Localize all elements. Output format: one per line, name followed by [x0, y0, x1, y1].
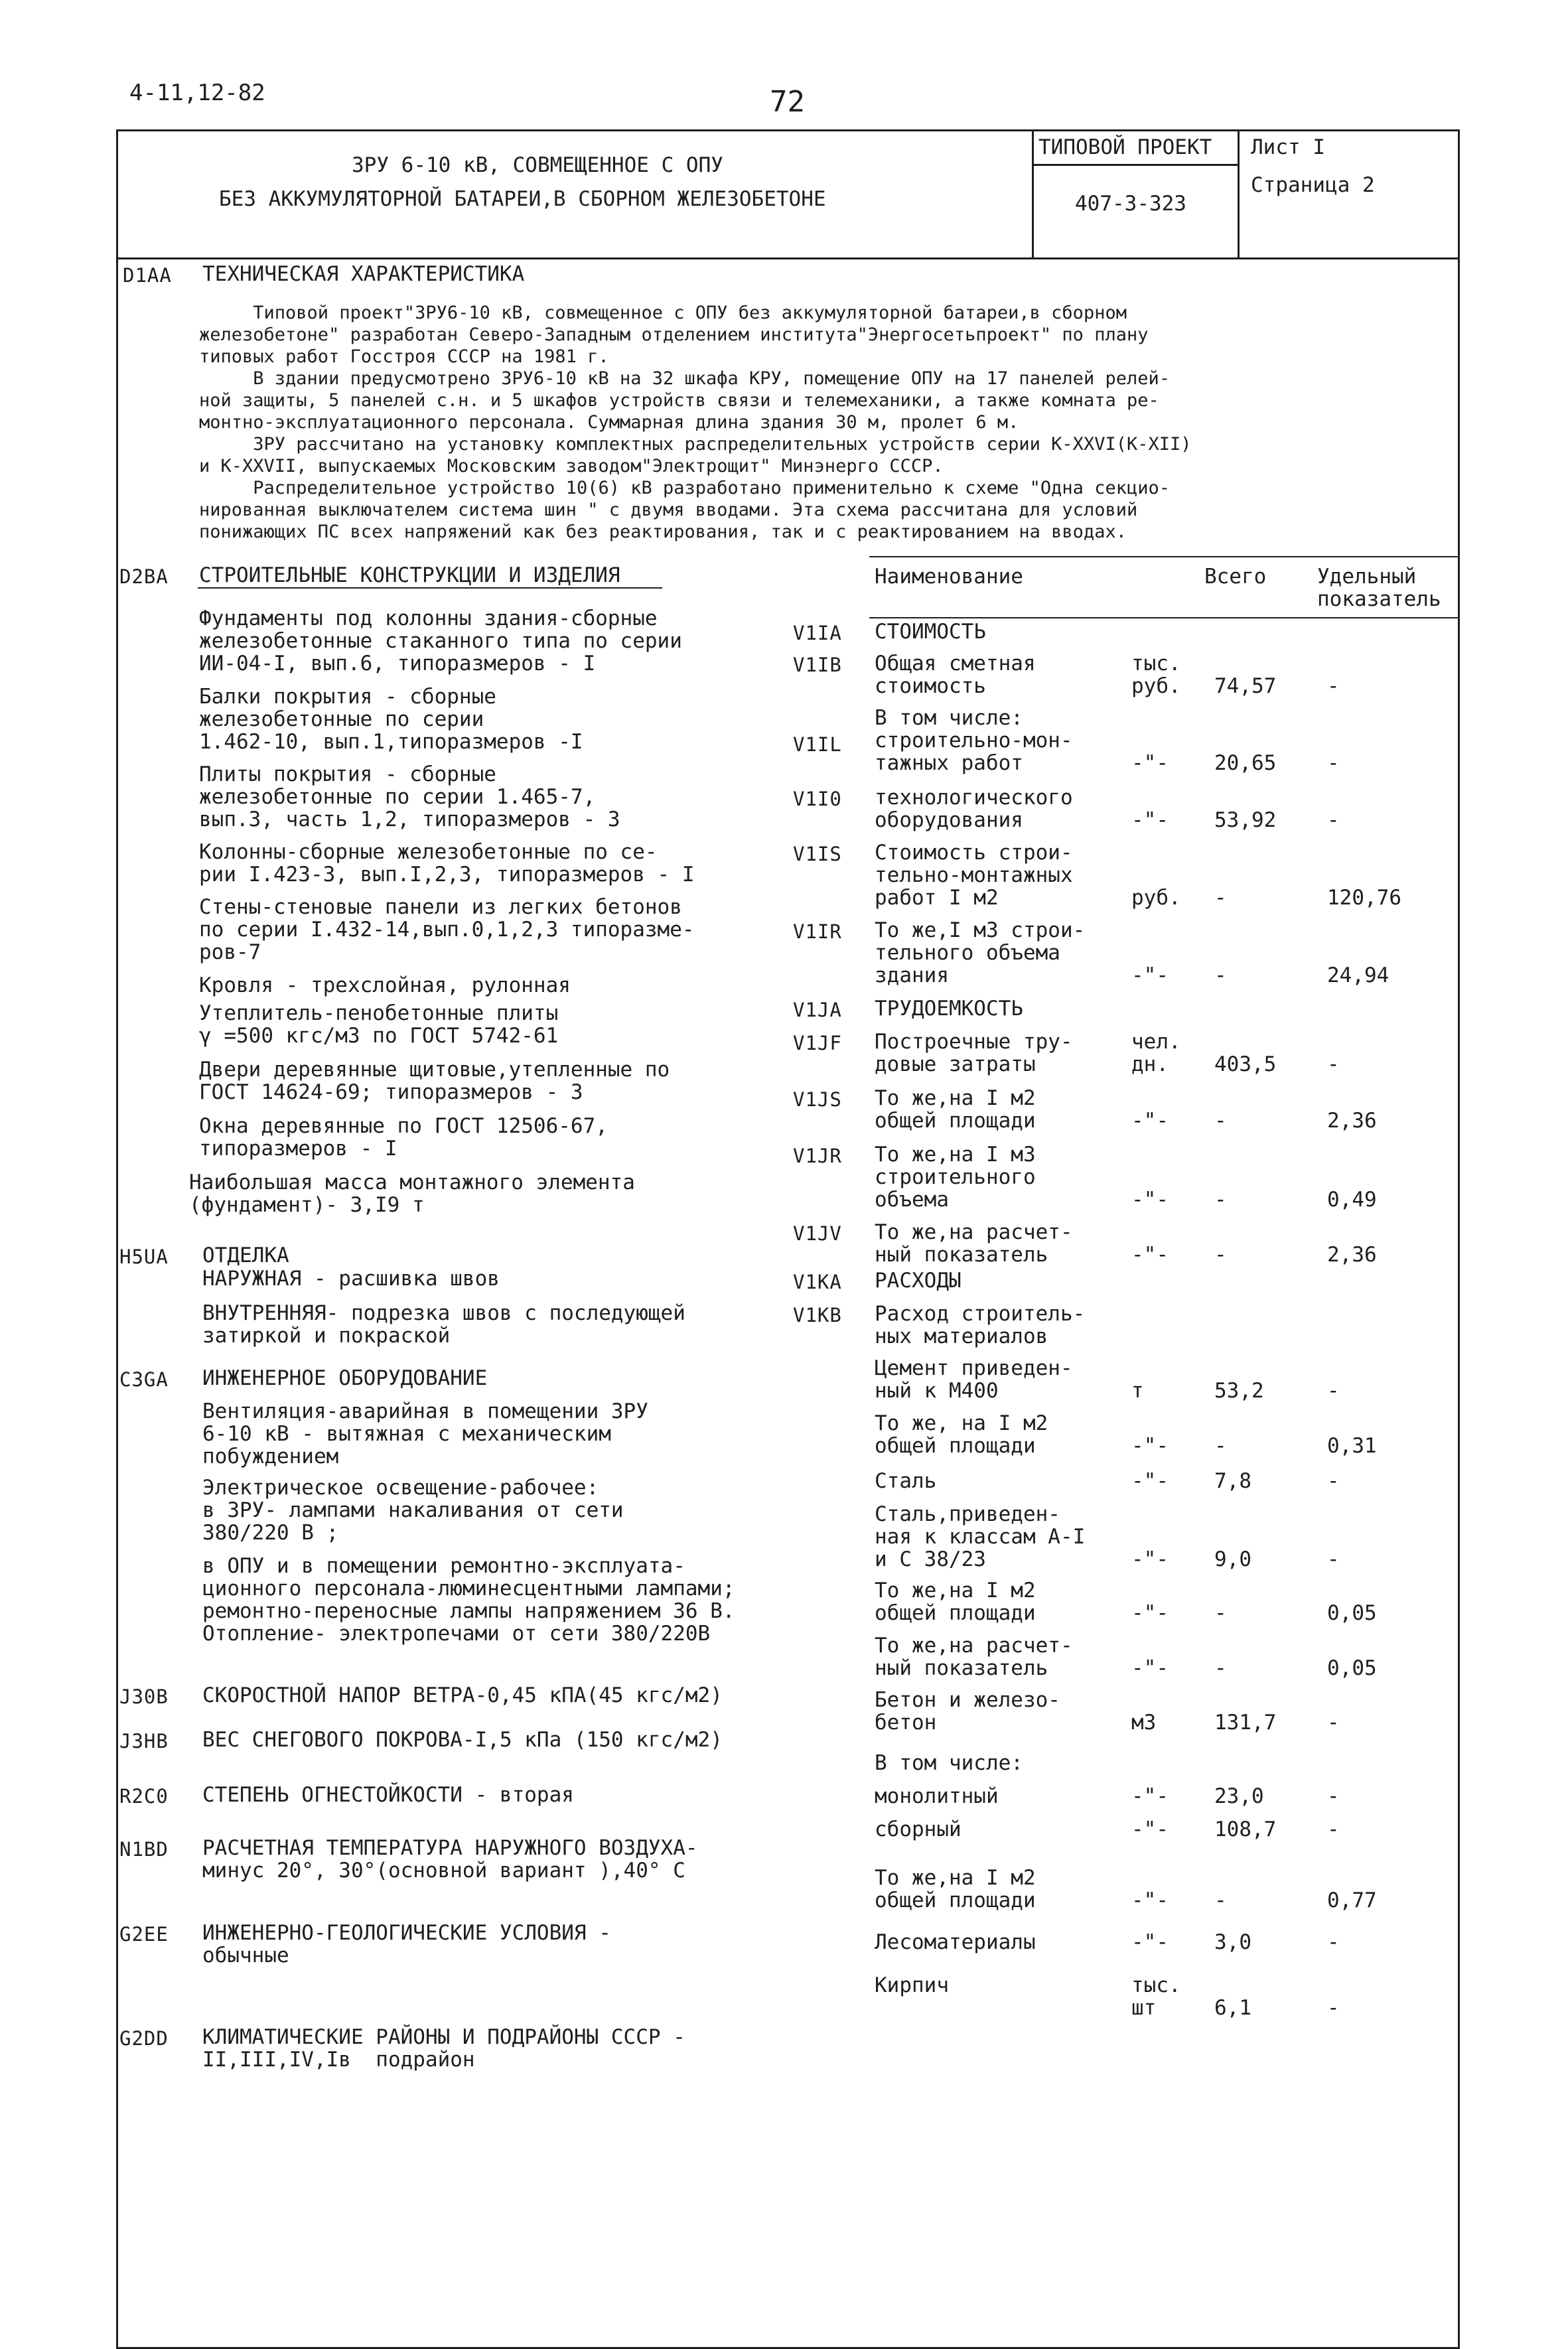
section-code-j3hb: J3HB [119, 1730, 169, 1752]
row-name: строительно-мон- тажных работ [875, 729, 1073, 775]
row-total: 20,65 [1214, 751, 1277, 775]
row-spec: - [1327, 808, 1340, 832]
section-code-h5ua: H5UA [119, 1246, 169, 1268]
row-code: V1IB [793, 654, 842, 676]
construction-item: Стены-стеновые панели из легких бетонов по серии I.432-14,вып.0,1,2,3 типоразме- ров-7 [199, 895, 695, 964]
row-spec: 24,94 [1327, 963, 1390, 987]
row-name: То же,на I м2 общей площади [875, 1866, 1036, 1912]
row-code: V1IR [793, 920, 842, 943]
design-temperature: РАСЧЕТНАЯ ТЕМПЕРАТУРА НАРУЖНОГО ВОЗДУХА- минус 20°, 30°(основной вариант ),40° С [202, 1836, 698, 1883]
row-name: Кирпич [875, 1973, 949, 1997]
row-spec: - [1327, 1817, 1340, 1841]
row-total: 403,5 [1214, 1052, 1277, 1076]
row-spec: - [1327, 674, 1340, 698]
construction-item: Плиты покрытия - сборные железобетонные по серии 1.465-7, вып.3, часть 1,2, типоразмеров - 3 [199, 762, 620, 831]
row-code: V1JA [793, 999, 842, 1021]
section-title-d2ba: СТРОИТЕЛЬНЫЕ КОНСТРУКЦИИ И ИЗДЕЛИЯ [199, 563, 620, 587]
row-total: - [1214, 1243, 1227, 1267]
row-name: Сталь,приведен- ная к классам А-I и С 38/23 [875, 1502, 1086, 1571]
row-total: 131,7 [1214, 1711, 1277, 1735]
page-label: Страница 2 [1251, 173, 1375, 197]
row-spec: - [1327, 1052, 1340, 1076]
row-name: сборный [875, 1817, 962, 1841]
row-spec: 0,77 [1327, 1888, 1377, 1912]
row-spec: - [1327, 1379, 1340, 1403]
row-name: технологического оборудования [875, 786, 1073, 832]
row-unit: -"- [1131, 1601, 1169, 1625]
row-total: - [1214, 1109, 1227, 1133]
section-code-n1bd: N1BD [119, 1838, 169, 1861]
wind-pressure: СКОРОСТНОЙ НАПОР ВЕТРА-0,45 кПА(45 кгс/м2) [202, 1683, 723, 1707]
row-unit: -"- [1131, 963, 1169, 987]
row-name: В том числе: [875, 1751, 1023, 1775]
row-spec: 2,36 [1327, 1243, 1377, 1267]
row-total: - [1214, 1888, 1227, 1912]
row-total: 108,7 [1214, 1817, 1277, 1841]
engineering-opu: в ОПУ и в помещении ремонтно-эксплуата- ционного персонала-люминесцентными лампами; ремонтно-переносные лампы напряжением 36 В. Отопление- электропечами от сети 380/220В [202, 1554, 735, 1646]
section-code-d2ba: D2BA [119, 565, 169, 588]
row-spec: - [1327, 1930, 1340, 1954]
construction-item: Колонны-сборные железобетонные по се- рии I.423-3, вып.I,2,3, типоразмеров - I [199, 840, 695, 887]
col-header-total: Всего [1204, 565, 1267, 589]
row-unit: -"- [1131, 1817, 1169, 1841]
row-spec: 2,36 [1327, 1109, 1377, 1133]
climate-regions: КЛИМАТИЧЕСКИЕ РАЙОНЫ И ПОДРАЙОНЫ СССР - II,III,IV,Iв подрайон [202, 2025, 685, 2072]
section-title-h5ua: ОТДЕЛКА [202, 1244, 289, 1267]
row-name: Стоимость строи- тельно-монтажных работ I м2 [875, 841, 1073, 910]
row-name: Бетон и железо- бетон [875, 1688, 1060, 1735]
title-line-1: ЗРУ 6-10 кВ, СОВМЕЩЕННОЕ С ОПУ [352, 153, 723, 177]
row-total: - [1214, 963, 1227, 987]
row-total: 53,92 [1214, 808, 1277, 832]
row-unit: -"- [1131, 1547, 1169, 1571]
row-unit: -"- [1131, 808, 1169, 832]
row-total: - [1214, 1601, 1227, 1625]
row-total: - [1214, 1188, 1227, 1212]
row-total: - [1214, 1434, 1227, 1458]
row-name: То же,на I м2 общей площади [875, 1579, 1036, 1625]
row-total: 74,57 [1214, 674, 1277, 698]
construction-item: Кровля - трехслойная, рулонная [199, 973, 571, 997]
row-spec: - [1327, 1784, 1340, 1808]
row-spec: - [1327, 1711, 1340, 1735]
row-name: Сталь [875, 1469, 937, 1493]
row-unit: -"- [1131, 1188, 1169, 1212]
section-code-g2ee: G2EE [119, 1923, 169, 1946]
row-total: 9,0 [1214, 1547, 1251, 1571]
row-unit: -"- [1131, 1109, 1169, 1133]
row-spec: 0,49 [1327, 1188, 1377, 1212]
doc-number: 4-11,12-82 [129, 80, 265, 106]
row-name: ТРУДОЕМКОСТЬ [875, 997, 1023, 1021]
project-label: ТИПОВОЙ ПРОЕКТ [1038, 135, 1212, 159]
row-spec: - [1327, 1547, 1340, 1571]
row-unit: руб. [1131, 886, 1181, 910]
row-code: V1JS [793, 1088, 842, 1111]
finish-outer: НАРУЖНАЯ - расшивка швов [202, 1267, 500, 1291]
row-code: V1KB [793, 1304, 842, 1326]
row-name: То же,I м3 строи- тельного объема здания [875, 918, 1086, 987]
row-spec: 0,05 [1327, 1601, 1377, 1625]
construction-item: Утеплитель-пенобетонные плиты γ =500 кгс/м3 по ГОСТ 5742-61 [199, 1001, 559, 1048]
row-unit: -"- [1131, 1888, 1169, 1912]
row-unit: тыс. руб. [1131, 652, 1181, 698]
construction-item: Фундаменты под колонны здания-сборные железобетонные стаканного типа по серии ИИ-04-I, вып.6, типоразмеров - I [199, 606, 682, 676]
col-header-name: Наименование [875, 565, 1023, 589]
row-code: V1IL [793, 733, 842, 756]
row-total: 6,1 [1214, 1996, 1251, 2020]
row-name: РАСХОДЫ [875, 1269, 962, 1293]
project-number: 407-3-323 [1075, 192, 1186, 216]
section-code-j30b: J30B [119, 1685, 169, 1708]
row-unit: -"- [1131, 1469, 1169, 1493]
row-unit: -"- [1131, 1784, 1169, 1808]
row-unit: чел. дн. [1131, 1030, 1181, 1076]
title-line-2: БЕЗ АККУМУЛЯТОРНОЙ БАТАРЕИ,В СБОРНОМ ЖЕЛЕЗОБЕТОНЕ [219, 187, 826, 211]
row-spec: - [1327, 751, 1340, 775]
row-unit: -"- [1131, 1930, 1169, 1954]
section-title-d1aa: ТЕХНИЧЕСКАЯ ХАРАКТЕРИСТИКА [202, 262, 525, 286]
section-code-g2dd: G2DD [119, 2027, 169, 2050]
row-total: 23,0 [1214, 1784, 1264, 1808]
row-name: Общая сметная стоимость [875, 652, 1036, 698]
page-number: 72 [770, 85, 805, 119]
section-code-d1aa: D1AA [123, 264, 172, 287]
row-spec: - [1327, 1469, 1340, 1493]
row-name: Лесоматериалы [875, 1930, 1036, 1954]
row-code: V1KA [793, 1271, 842, 1293]
row-name: То же, на I м2 общей площади [875, 1411, 1048, 1458]
section-title-c3ga: ИНЖЕНЕРНОЕ ОБОРУДОВАНИЕ [202, 1366, 488, 1390]
row-unit: -"- [1131, 1434, 1169, 1458]
construction-item: Балки покрытия - сборные железобетонные по серии 1.462-10, вып.1,типоразмеров -I [199, 685, 583, 754]
col-header-spec: Удельный показатель [1317, 565, 1441, 611]
row-total: 7,8 [1214, 1469, 1251, 1493]
row-unit: м3 [1131, 1711, 1157, 1735]
construction-item: Окна деревянные по ГОСТ 12506-67, типоразмеров - I [199, 1114, 608, 1161]
row-code: V1IA [793, 622, 842, 644]
row-unit: -"- [1131, 1243, 1169, 1267]
row-code: V1JF [793, 1032, 842, 1054]
engineering-lighting: Электрическое освещение-рабочее: в ЗРУ- лампами накаливания от сети 380/220 В ; [202, 1476, 624, 1545]
row-name: монолитный [875, 1784, 999, 1808]
construction-item: Наибольшая масса монтажного элемента (фундамент)- 3,I9 т [189, 1171, 635, 1217]
row-unit: -"- [1131, 751, 1169, 775]
row-name: То же,на расчет- ный показатель [875, 1634, 1073, 1680]
snow-weight: ВЕС СНЕГОВОГО ПОКРОВА-I,5 кПа (150 кгс/м2) [202, 1728, 723, 1752]
row-spec: - [1327, 1996, 1340, 2020]
row-total: 53,2 [1214, 1379, 1264, 1403]
row-code: V1JV [793, 1222, 842, 1245]
row-name: То же,на I м3 строительного объема [875, 1143, 1036, 1212]
row-total: - [1214, 1656, 1227, 1680]
technical-description: Типовой проект"ЗРУ6-10 кВ, совмещенное с ОПУ без аккумуляторной батареи,в сборном железобетоне" разработан Северо-Западным отделением института"Энергосетьпроект" по плану типовых работ Госстроя СССР на 1981 г. В здании предусмотрено ЗРУ6-10 кВ на 32 шкафа КРУ, помещение ОПУ на 17 панелей релей- ной защиты, 5 панелей с.н. и 5 шкафов устройств связи и телемеханики, а также комната ре- монтно-эксплуатационного персонала. Суммарная длина здания 30 м, пролет 6 м. ЗРУ рассчитано на установку комплектных распределительных устройств серии К-XXVI(К-XII) и К-XXVII, выпускаемых Московским заводом"Электрощит" Минэнерго СССР. Распределительное устройство 10(6) кВ разработано применительно к схеме "Одна секцио- нированная выключателем система шин " с двумя вводами. Эта схема рассчитана для условий понижающих ПС всех напряжений как без реактирования, так и с реактированием на вводах. [199, 303, 1192, 542]
row-spec: 120,76 [1327, 886, 1401, 910]
construction-item: Двери деревянные щитовые,утепленные по ГОСТ 14624-69; типоразмеров - 3 [199, 1058, 670, 1104]
row-code: V1JR [793, 1145, 842, 1167]
row-name: Построечные тру- довые затраты [875, 1030, 1073, 1076]
geology-conditions: ИНЖЕНЕРНО-ГЕОЛОГИЧЕСКИЕ УСЛОВИЯ - обычные [202, 1921, 611, 1967]
section-code-r2c0: R2C0 [119, 1785, 169, 1808]
row-total: - [1214, 886, 1227, 910]
row-code: V1IS [793, 843, 842, 865]
row-name: То же,на расчет- ный показатель [875, 1220, 1073, 1267]
row-unit: т [1131, 1379, 1144, 1403]
row-name: Расход строитель- ных материалов [875, 1302, 1086, 1348]
fire-resistance: СТЕПЕНЬ ОГНЕСТОЙКОСТИ - вторая [202, 1783, 574, 1807]
row-name: То же,на I м2 общей площади [875, 1086, 1036, 1133]
finish-inner: ВНУТРЕННЯЯ- подрезка швов с последующей затиркой и покраской [202, 1301, 685, 1348]
row-unit: -"- [1131, 1656, 1169, 1680]
engineering-ventilation: Вентиляция-аварийная в помещении ЗРУ 6-10 кВ - вытяжная с механическим побуждением [202, 1399, 648, 1468]
row-unit: тыс. шт [1131, 1973, 1181, 2020]
section-code-c3ga: C3GA [119, 1368, 169, 1391]
row-name: В том числе: [875, 706, 1023, 730]
row-name: Цемент приведен- ный к М400 [875, 1356, 1073, 1403]
row-code: V1I0 [793, 788, 842, 810]
row-spec: 0,31 [1327, 1434, 1377, 1458]
sheet-label: Лист I [1251, 135, 1325, 159]
row-spec: 0,05 [1327, 1656, 1377, 1680]
row-total: 3,0 [1214, 1930, 1251, 1954]
row-name: СТОИМОСТЬ [875, 620, 986, 644]
